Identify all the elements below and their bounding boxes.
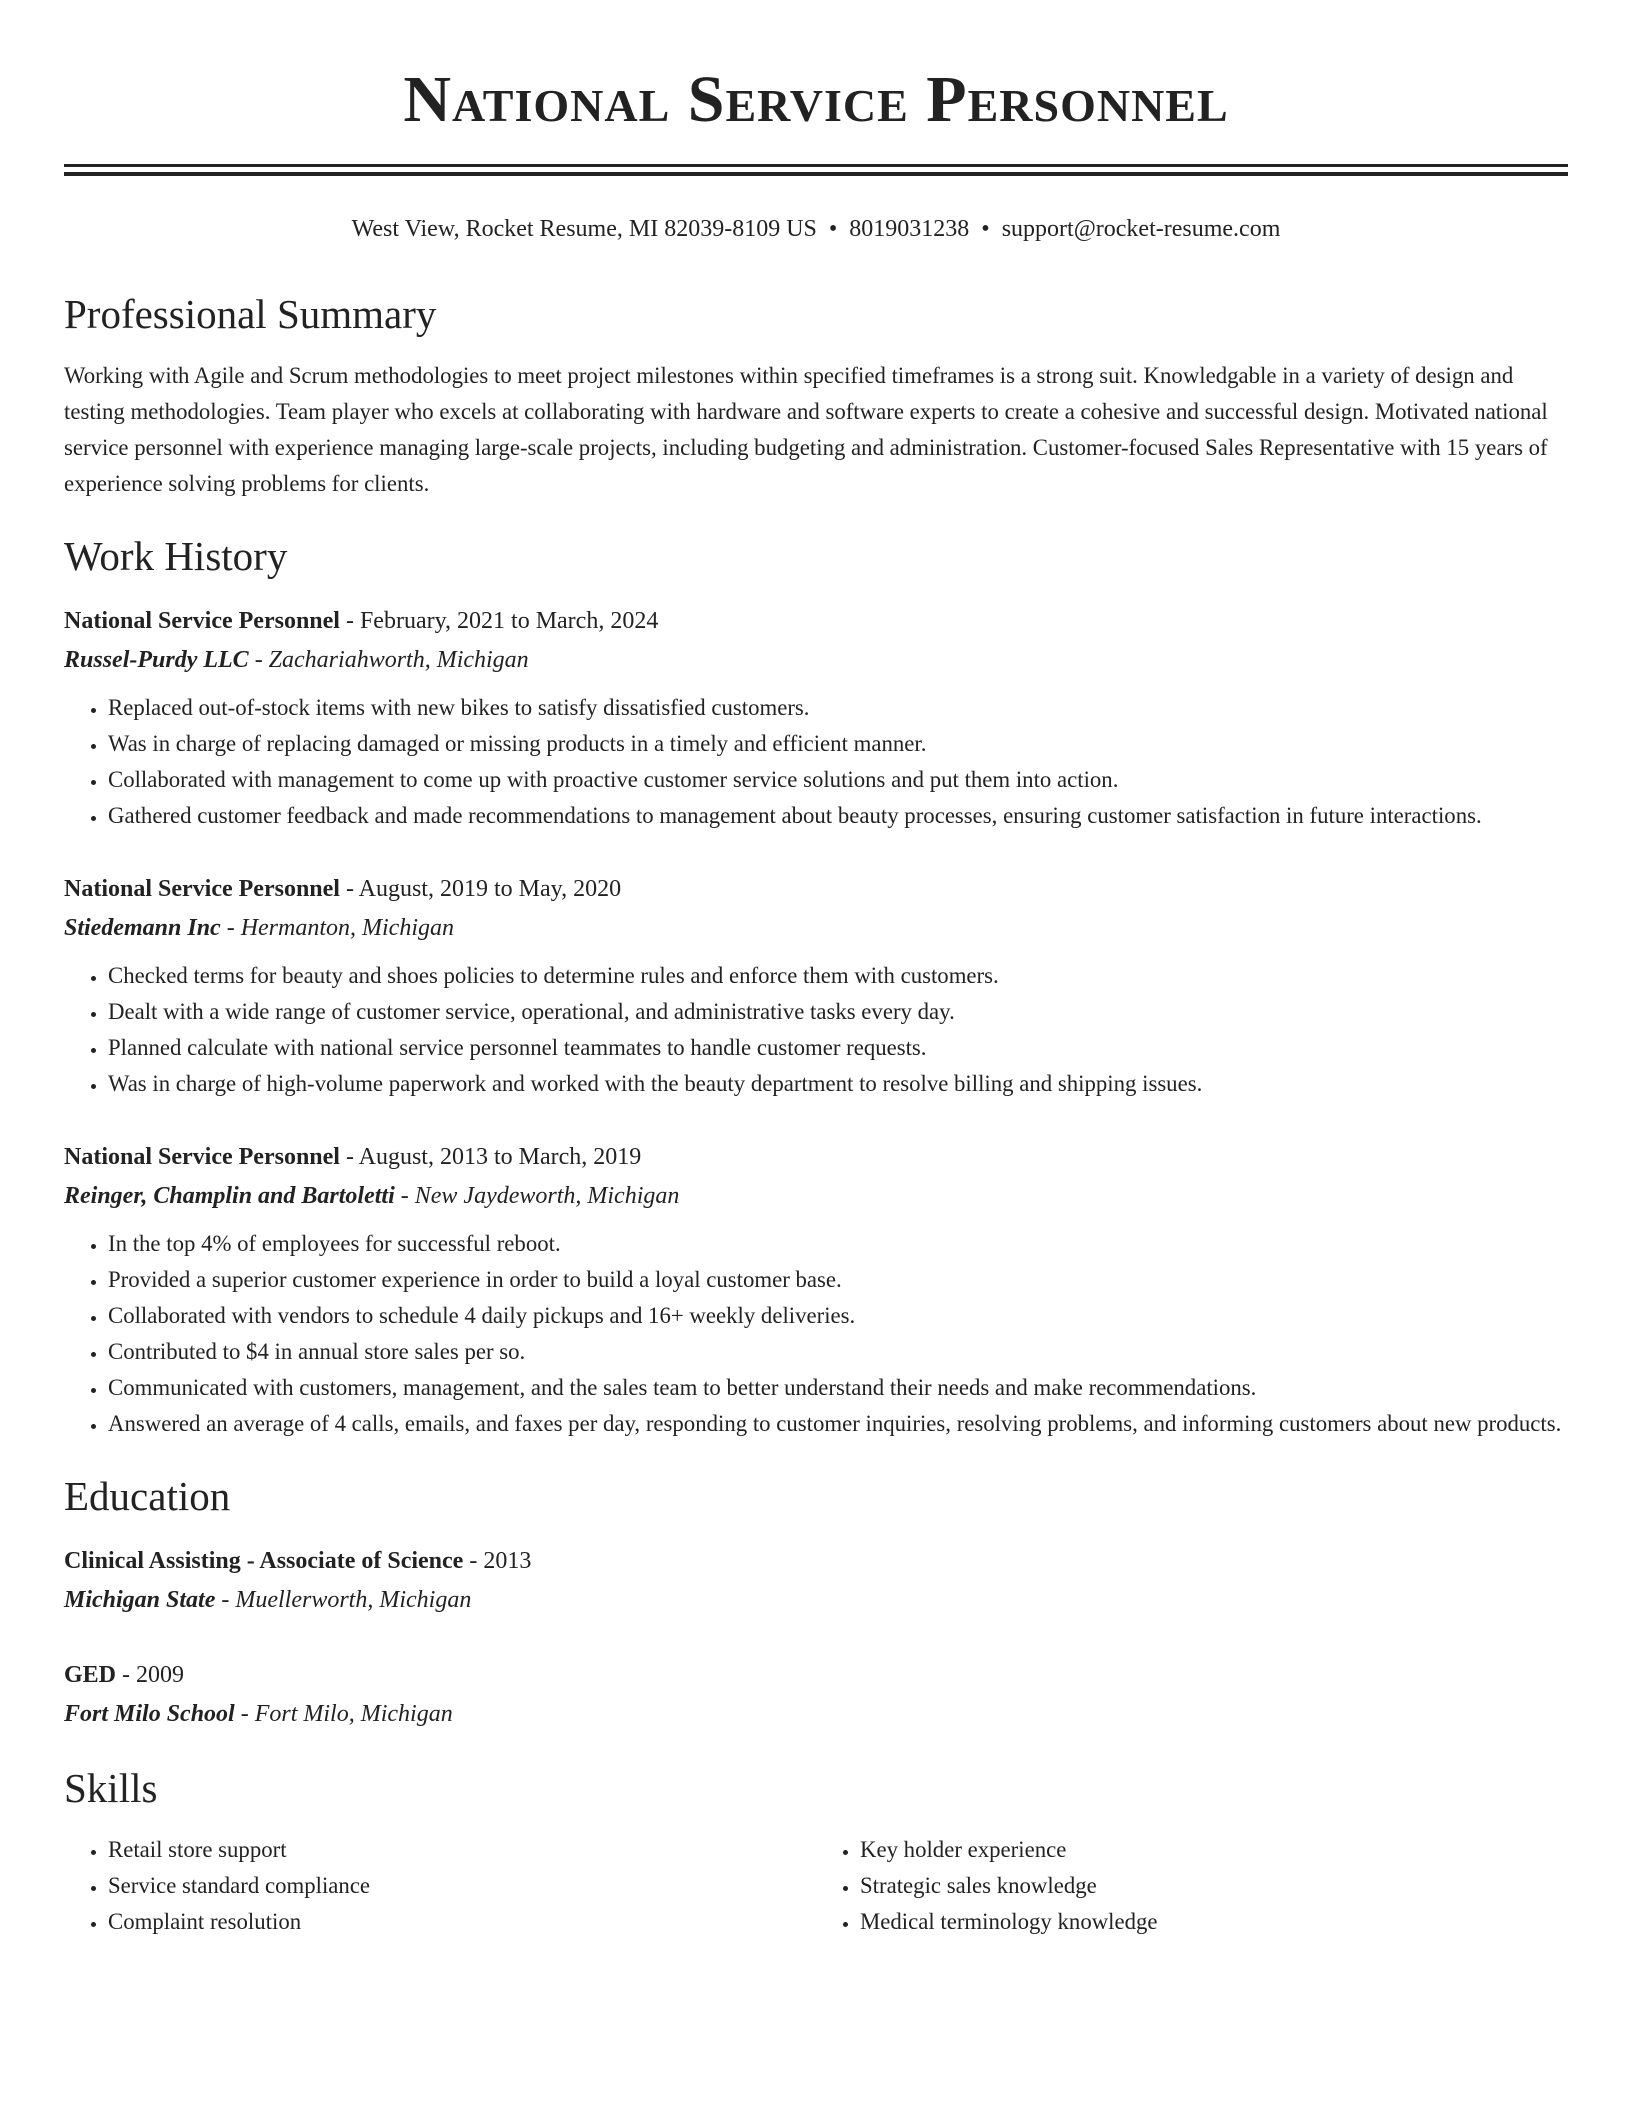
- contact-email: support@rocket-resume.com: [1001, 216, 1281, 242]
- job-bullet: • Was in charge of high-volume paperwork and worked with the beauty department to resolve billing and shipping issues.: [108, 1066, 1568, 1102]
- job-entry: [64, 1138, 1568, 1442]
- education-entry: [64, 1656, 1568, 1734]
- skills-list-left: [64, 1832, 816, 1940]
- skill-item: • Strategic sales knowledge: [860, 1868, 1568, 1904]
- school-location: - Fort Milo, Michigan: [234, 1701, 453, 1727]
- school-location: - Muellerworth, Michigan: [215, 1587, 472, 1613]
- job-bullet: • Collaborated with vendors to schedule 4 daily pickups and 16+ weekly deliveries.: [108, 1298, 1568, 1334]
- employer-location: - Hermanton, Michigan: [220, 915, 454, 941]
- employer-line: [64, 640, 1568, 680]
- job-entry: [64, 602, 1568, 834]
- contact-phone: 8019031238: [849, 216, 970, 242]
- job-bullet: • Contributed to $4 in annual store sales per so.: [108, 1334, 1568, 1370]
- degree-year: - 2013: [463, 1548, 532, 1574]
- contact-separator: •: [828, 216, 838, 242]
- job-title: National Service Personnel: [64, 1144, 340, 1170]
- degree-line: [64, 1542, 1568, 1580]
- header-rule-bottom: [64, 172, 1568, 176]
- skills-columns: [64, 1832, 1568, 1940]
- contact-line: [64, 212, 1568, 246]
- school-name: Michigan State: [64, 1587, 216, 1613]
- degree-name: Clinical Assisting - Associate of Science: [64, 1548, 464, 1574]
- skill-item: • Key holder experience: [860, 1832, 1568, 1868]
- job-bullet: • In the top 4% of employees for successful reboot.: [108, 1226, 1568, 1262]
- employer-line: [64, 908, 1568, 948]
- employer-line: [64, 1176, 1568, 1216]
- job-title: National Service Personnel: [64, 608, 340, 634]
- employer-name: Russel-Purdy LLC: [64, 647, 249, 673]
- job-bullets: [64, 958, 1568, 1102]
- job-title-line: [64, 1138, 1568, 1176]
- work-history-heading: Work History: [64, 533, 288, 579]
- header-rule-top: [64, 164, 1568, 167]
- job-bullet: • Answered an average of 4 calls, emails, and faxes per day, responding to customer inquiries, resolving problems, and informing customers about new products.: [108, 1406, 1568, 1442]
- contact-address: West View, Rocket Resume, MI 82039-8109 US: [351, 216, 817, 242]
- school-name: Fort Milo School: [64, 1701, 235, 1727]
- employer-name: Reinger, Champlin and Bartoletti: [64, 1183, 395, 1209]
- education-heading: Education: [64, 1473, 231, 1519]
- job-bullet: • Communicated with customers, management, and the sales team to better understand their needs and make recommendations.: [108, 1370, 1568, 1406]
- summary-heading: Professional Summary: [64, 291, 437, 337]
- job-bullet: • Replaced out-of-stock items with new bikes to satisfy dissatisfied customers.: [108, 690, 1568, 726]
- education-entry: [64, 1542, 1568, 1620]
- job-bullet: • Planned calculate with national service personnel teammates to handle customer requests.: [108, 1030, 1568, 1066]
- job-bullet: • Gathered customer feedback and made recommendations to management about beauty processes, ensuring customer satisfaction in future interactions.: [108, 798, 1568, 834]
- job-title-line: [64, 602, 1568, 640]
- job-dates: - February, 2021 to March, 2024: [339, 608, 659, 634]
- job-bullets: [64, 1226, 1568, 1442]
- skill-item: • Medical terminology knowledge: [860, 1904, 1568, 1940]
- summary-text: Working with Agile and Scrum methodologies to meet project milestones within specified timeframes is a strong suit. Knowledgable in a variety of design and testing methodologies. Team player who excels at collaborating with hardware and software experts to create a cohesive and successful design. Motivated national service personnel with experience managing large-scale projects, including budgeting and administration. Customer-focused Sales Representative with 15 years of experience solving problems for clients.: [64, 363, 1548, 496]
- degree-line: [64, 1656, 1568, 1694]
- job-bullet: • Provided a superior customer experience in order to build a loyal customer base.: [108, 1262, 1568, 1298]
- job-bullet: • Dealt with a wide range of customer service, operational, and administrative tasks every day.: [108, 994, 1568, 1030]
- school-line: [64, 1694, 1568, 1734]
- job-bullet: • Checked terms for beauty and shoes policies to determine rules and enforce them with customers.: [108, 958, 1568, 994]
- job-entry: [64, 870, 1568, 1102]
- job-dates: - August, 2019 to May, 2020: [339, 876, 622, 902]
- job-title-line: [64, 870, 1568, 908]
- degree-year: - 2009: [116, 1662, 185, 1688]
- job-dates: - August, 2013 to March, 2019: [339, 1144, 642, 1170]
- job-bullet: • Was in charge of replacing damaged or missing products in a timely and efficient manner.: [108, 726, 1568, 762]
- skills-list-right: [816, 1832, 1568, 1940]
- school-line: [64, 1580, 1568, 1620]
- job-bullets: [64, 690, 1568, 834]
- employer-location: - Zachariahworth, Michigan: [248, 647, 529, 673]
- contact-separator: •: [981, 216, 990, 242]
- degree-name: GED: [64, 1662, 117, 1688]
- employer-name: Stiedemann Inc: [64, 915, 221, 941]
- job-bullet: • Collaborated with management to come up with proactive customer service solutions and put them into action.: [108, 762, 1568, 798]
- skill-item: • Retail store support: [108, 1832, 816, 1868]
- employer-location: - New Jaydeworth, Michigan: [394, 1183, 680, 1209]
- resume-name: National Service Personnel: [403, 63, 1229, 136]
- job-title: National Service Personnel: [64, 876, 340, 902]
- skill-item: • Complaint resolution: [108, 1904, 816, 1940]
- skill-item: • Service standard compliance: [108, 1868, 816, 1904]
- skills-heading: Skills: [64, 1765, 158, 1811]
